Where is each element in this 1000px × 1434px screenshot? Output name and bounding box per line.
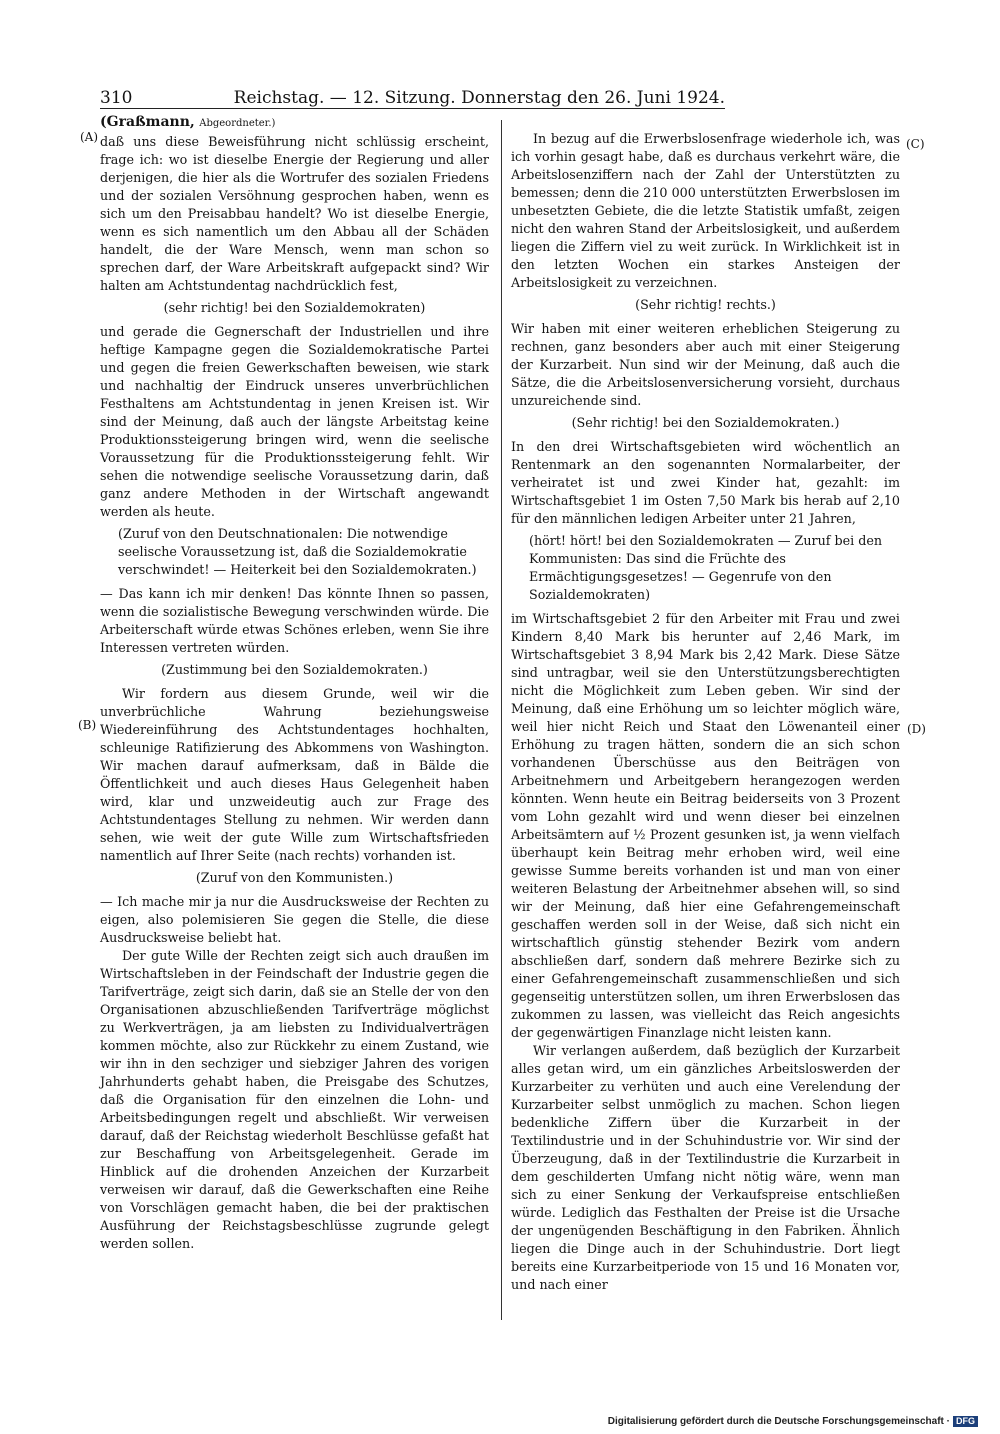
header-rule bbox=[100, 108, 725, 109]
footer-text: Digitalisierung gefördert durch die Deutsche Forschungsgemeinschaft · bbox=[607, 1416, 950, 1427]
margin-marker-b: (B) bbox=[78, 718, 97, 732]
paragraph: Wir fordern aus diesem Grunde, weil wir die unverbrüchliche Wahrung beziehungsweise Wiedereinführung des Achtstundentages hochhalten, schleunige Ratifizierung des Abkommens von Washington. Wir machen darauf aufmerksam, daß in Bälde die Öffentlichkeit und auch dieses Haus Gelegenheit haben wird, klar und unzweideutig auch zur Frage des Achtstundentages Stellung zu nehmen. Wir werden dann sehen, wie weit der gute Wille zum Wirtschaftsfrieden namentlich auf Ihrer Seite (nach rechts) vorhanden ist. bbox=[100, 686, 489, 863]
interjection: (Zuruf von den Deutschnationalen: Die notwendige seelische Voraussetzung ist, daß die Sozialdemokratie verschwindet! — Heiterkeit bei den Sozialdemokraten.) bbox=[118, 526, 477, 577]
left-column bbox=[100, 133, 489, 1253]
paragraph: Wir haben mit einer weiteren erheblichen Steigerung zu rechnen, ganz besonders aber auch mit einer Steigerung der Kurzarbeit. Nun sind wir der Meinung, daß auch die Sätze, die die Arbeitslosenversicherung vorsieht, durchaus unzureichende sind. bbox=[511, 321, 900, 408]
paragraph: Wir verlangen außerdem, daß bezüglich der Kurzarbeit alles getan wird, um ein gänzliches Arbeitsloswerden der Kurzarbeiter zu verhüten und auch eine Verelendung der Kurzarbeiter selbst unmöglich zu machen. Schon liegen bedenkliche Ziffern über die Kurzarbeit in der Textilindustrie und in der Schuhindustrie vor. Wir sind der Überzeugung, daß in der Textilindustrie die Kurzarbeit in dem geschilderten Umfang nicht nötig wäre, wenn man sich zu einer Senkung der Verkaufspreise entschließen würde. Lediglich das Festhalten der Preise ist die Ursache der ungenügenden Beschäftigung in den Fabriken. Ähnlich liegen die Dinge auch in der Schuhindustrie. Dort liegt bereits eine Kurzarbeitperiode von 15 und 16 Monaten vor, und nach einer bbox=[511, 1043, 900, 1292]
margin-marker-c: (C) bbox=[906, 137, 925, 151]
column-divider bbox=[501, 120, 502, 1320]
dfg-logo: DFG bbox=[953, 1416, 978, 1427]
interjection: (Sehr richtig! bei den Sozialdemokraten.) bbox=[571, 415, 840, 430]
page-number: 310 bbox=[100, 88, 133, 108]
interjection: (Zuruf von den Kommunisten.) bbox=[195, 870, 394, 885]
paragraph: — Ich mache mir ja nur die Ausdrucksweise der Rechten zu eigen, also polemisieren Sie gegen die Stelle, die diese Ausdrucksweise beliebt hat. bbox=[100, 894, 489, 945]
paragraph: und gerade die Gegnerschaft der Industriellen und ihre heftige Kampagne gegen die Sozialdemokratische Partei und gegen die freien Gewerkschaften beweisen, wie stark und nachhaltig der Eindruck unseres unverbrüchlichen Festhaltens am Achtstundentag in jenen Kreisen ist. Wir sind der Meinung, daß auch der längste Arbeitstag keine Produktionssteigerung bringen wird, wenn die seelische Voraussetzung für die Produktionssteigerung fehlt. Wir sehen die notwendige seelische Voraussetzung darin, daß ganz andere Methoden in der Wirtschaft angewandt werden als heute. bbox=[100, 324, 489, 519]
right-column bbox=[511, 130, 900, 1294]
margin-marker-a: (A) bbox=[80, 130, 99, 144]
paragraph: im Wirtschaftsgebiet 2 für den Arbeiter mit Frau und zwei Kindern 8,40 Mark bis herunter auf 2,46 Mark, im Wirtschaftsgebiet 3 8,94 Mark bis 2,42 Mark. Diese Sätze sind untragbar, weil sie den Unterstützungsberechtigten nicht die Möglichkeit zum Leben geben. Wir sind der Meinung, daß eine Erhöhung um so leichter möglich wäre, weil hier nicht Reich und Staat den Löwenanteil einer Erhöhung zu tragen hätten, sondern die an sich schon vorhandenen Überschüsse aus den Beiträgen von Arbeitnehmern und Arbeitgebern herangezogen werden könnten. Wenn heute ein Beitrag beiderseits von 3 Prozent vom Lohn gezahlt wird und wenn dieser bei einzelnen Arbeitsämtern auf ½ Prozent gesunken ist, ja wenn vielfach überhaupt kein Beitrag mehr erhoben wird, weil eine gewisse Summe bereits vorhanden ist und man von einer weiteren Belastung der Arbeitnehmer absehen will, so sind wir der Meinung, daß hier eine Gefahrengemeinschaft geschaffen werden soll in der Weise, daß sich nicht ein wirtschaftlich günstig stehender Bezirk vom andern abschließen darf, sondern daß mehrere Bezirke sich zu einer Gefahrengemeinschaft zusammenschließen und sich gegenseitig unterstützen sollen, um ihren Erwerbslosen das zukommen zu lassen, was vielleicht das Reich angesichts der gegenwärtigen Finanzlage nicht leisten kann. bbox=[511, 611, 900, 1040]
speaker-name: (Graßmann, bbox=[100, 114, 195, 130]
interjection: (Zustimmung bei den Sozialdemokraten.) bbox=[161, 662, 428, 677]
paragraph: In bezug auf die Erwerbslosenfrage wiederhole ich, was ich vorhin gesagt habe, daß es durchaus verkehrt wäre, die Arbeitslosenziffern nach der Zahl der Unterstützten zu bemessen; denn die 210 000 unterstützten Erwerbslosen im unbesetzten Gebiete, die die letzte Statistik umfaßt, zeigen nicht den wahren Stand der Arbeitslosigkeit, und außerdem liegen die Ziffern viel zu weit zurück. In Wirklichkeit ist in den letzten Wochen ein starkes Ansteigen der Arbeitslosigkeit zu verzeichnen. bbox=[511, 131, 900, 290]
interjection: (Sehr richtig! rechts.) bbox=[635, 297, 776, 312]
margin-marker-d: (D) bbox=[907, 722, 926, 736]
paragraph: — Das kann ich mir denken! Das könnte Ihnen so passen, wenn die sozialistische Bewegung verschwinden würde. Die Arbeiterschaft würde etwas Schönes erleben, wenn Sie ihre Interessen vertreten würden. bbox=[100, 586, 489, 655]
interjection: (sehr richtig! bei den Sozialdemokraten) bbox=[163, 300, 426, 315]
speaker-tag bbox=[100, 113, 275, 133]
paragraph: In den drei Wirtschaftsgebieten wird wöchentlich an Rentenmark an den sogenannten Normalarbeiter, der verheiratet ist und zwei Kinder hat, gezahlt: im Wirtschaftsgebiet 1 im Osten 7,50 Mark bis herab auf 2,10 für den männlichen ledigen Arbeiter unter 21 Jahren, bbox=[511, 439, 900, 526]
speaker-role: Abgeordneter.) bbox=[199, 118, 276, 129]
paragraph: Der gute Wille der Rechten zeigt sich auch draußen im Wirtschaftsleben in der Feindschaft der Industrie gegen die Tarifverträge, zeigt sich darin, daß sie an Stelle der von den Organisationen abzuschließenden Tarifverträge möglichst zu Werkverträgen, ja am liebsten zu Individualverträgen kommen möchte, also zur Rückkehr zu einem Zustand, wie wir ihn in den sechziger und siebziger Jahren des vorigen Jahrhunderts gehabt haben, die Preisgabe des Schutzes, daß die Organisation für den einzelnen die Lohn- und Arbeitsbedingungen regelt und abschließt. Wir verweisen darauf, daß der Reichstag wiederholt Beschlüsse gefaßt hat zur Beschaffung von Arbeitsgelegenheit. Gerade im Hinblick auf die drohenden Anzeichen der Kurzarbeit verweisen wir darauf, daß die Gewerkschaften eine Reihe von Vorschlägen gemacht haben, die bei der praktischen Ausführung der Reichstagsbeschlüsse zugrunde gelegt werden sollen. bbox=[100, 948, 489, 1251]
interjection: (hört! hört! bei den Sozialdemokraten — Zuruf bei den Kommunisten: Das sind die Früchte des Ermächtigungsgesetzes! — Gegenrufe von den Sozialdemokraten) bbox=[529, 533, 883, 602]
paragraph: daß uns diese Beweisführung nicht schlüssig erscheint, frage ich: wo ist dieselbe Energie der Regierung und aller derjenigen, die hier als die Wortrufer des sozialen Friedens und der sozialen Versöhnung gesprochen haben, wenn es sich um den Preisabbau handelt? Wo ist dieselbe Energie, wenn es sich namentlich um den Abbau all der Schäden handelt, die der Ware Mensch, wenn man schon so sprechen darf, der Ware Arbeitskraft aufgepackt sind? Wir halten am Achtstundentag nachdrücklich fest, bbox=[100, 134, 489, 293]
footer-credit bbox=[608, 1416, 978, 1427]
running-title: Reichstag. — 12. Sitzung. Donnerstag den 26. Juni 1924. bbox=[233, 88, 725, 108]
